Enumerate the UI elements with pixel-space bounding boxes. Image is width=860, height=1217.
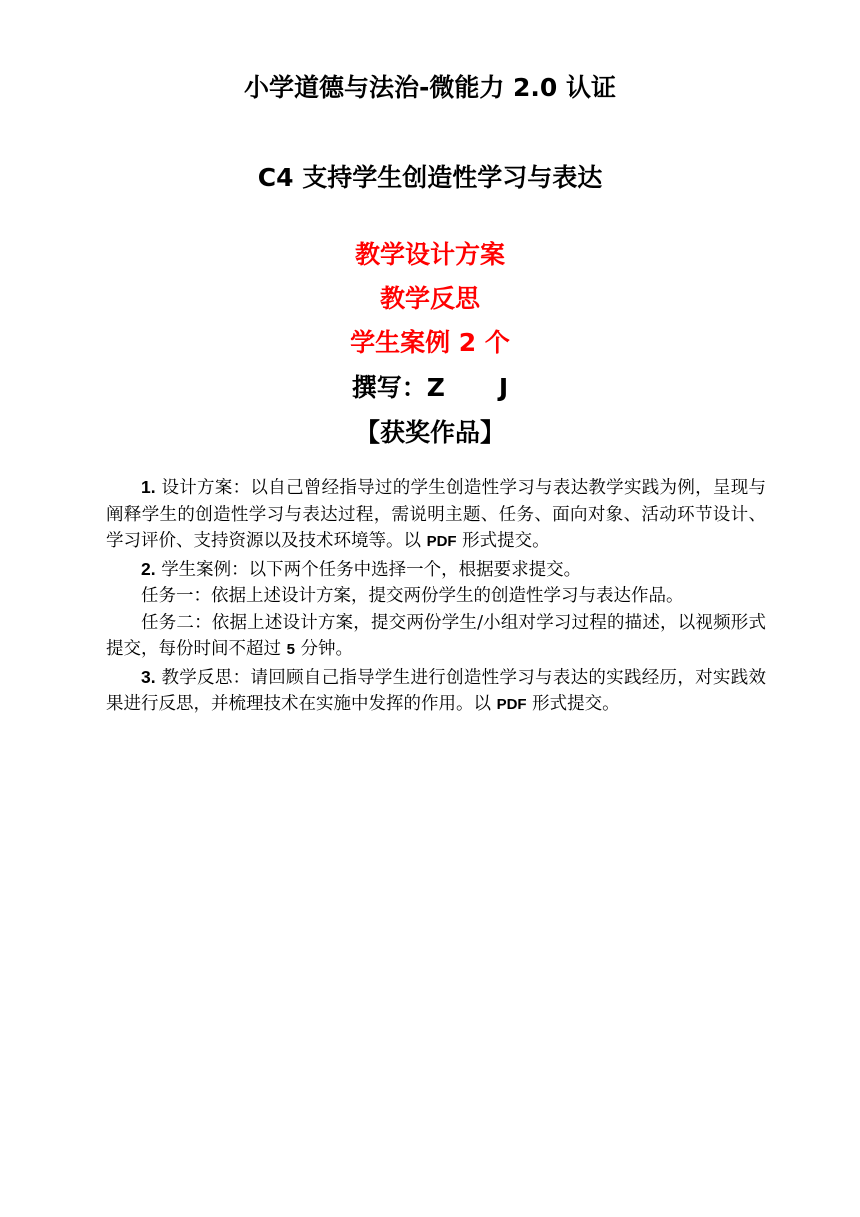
author-label: 撰写： xyxy=(351,373,427,402)
requirements-body xyxy=(106,474,766,719)
document-title: 小学道德与法治-微能力 2.0 认证 xyxy=(243,73,617,102)
pdf-label: PDF xyxy=(426,533,457,550)
item-number: 2. xyxy=(141,558,156,579)
author-initial-1: Z xyxy=(426,373,445,402)
pdf-label: PDF xyxy=(496,696,527,713)
award-label: 【获奖作品】 xyxy=(354,418,505,447)
minutes-value: 5 xyxy=(286,641,295,658)
deliverable-design-plan: 教学设计方案 xyxy=(354,240,505,269)
requirement-item-2: 2. 学生案例：以下两个任务中选择一个，根据要求提交。 xyxy=(141,558,582,580)
item-number: 3. xyxy=(141,666,156,687)
requirement-task-1: 任务一：依据上述设计方案，提交两份学生的创造性学习与表达作品。 xyxy=(141,586,684,606)
document-subtitle: C4 支持学生创造性学习与表达 xyxy=(257,163,603,192)
item-number: 1. xyxy=(141,477,156,497)
deliverable-reflection: 教学反思 xyxy=(379,284,480,313)
requirement-item-1: 1. 设计方案：以自己曾经指导过的学生创造性学习与表达教学实践为例，呈现与阐释学生的创造性学习与表达过程，需说明主题、任务、面向对象、活动环节设计、学习评价、支持资源以及技术环境等。以 PDF 形式提交。 xyxy=(106,477,766,551)
requirement-task-2: 任务二：依据上述设计方案，提交两份学生/小组对学习过程的描述，以视频形式提交，每份时间不超过 5 分钟。 xyxy=(106,612,766,659)
author-initial-2: J xyxy=(498,373,509,402)
requirement-item-3: 3. 教学反思：请回顾自己指导学生进行创造性学习与表达的实践经历，对实践效果进行反思，并梳理技术在实施中发挥的作用。以 PDF 形式提交。 xyxy=(106,666,766,714)
deliverable-student-cases: 学生案例 2 个 xyxy=(350,328,510,357)
author-line xyxy=(0,368,860,408)
